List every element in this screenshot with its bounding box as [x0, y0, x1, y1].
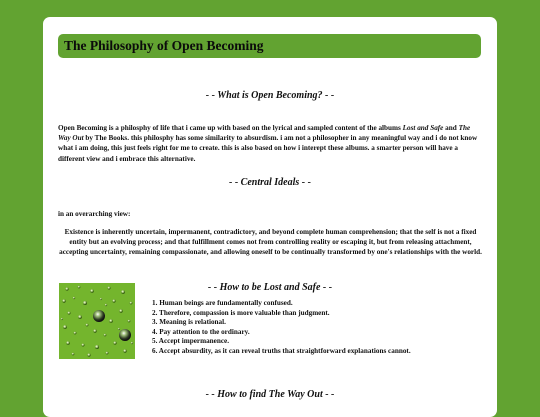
list-item: 1. Human beings are fundamentally confused.	[152, 299, 293, 307]
content-card	[43, 17, 497, 417]
list-item: 6. Accept absurdity, as it can reveal truths that straightforward explanations cannot.	[152, 346, 411, 355]
what-heading: - - What is Open Becoming? - -	[205, 90, 335, 101]
water-droplets-image	[59, 283, 135, 359]
list-item: 2. Therefore, compassion is more valuable than judgment.	[152, 308, 330, 317]
album-lost-and-safe: Lost and Safe	[402, 124, 444, 132]
what-paragraph	[58, 123, 483, 164]
album-the-way-out: The Way Out	[58, 124, 471, 143]
ideals-intro: in an overarching view:	[58, 210, 131, 218]
lost-safe-list	[152, 299, 482, 357]
page-title: The Philosophy of Open Becoming	[58, 34, 481, 58]
droplets-icon	[59, 283, 135, 359]
lost-safe-heading: - - How to be Lost and Safe - -	[207, 282, 333, 293]
way-out-heading: - - How to find The Way Out - -	[205, 389, 335, 400]
list-item: 5. Accept impermanence.	[152, 337, 230, 346]
ideals-paragraph: Existence is inherently uncertain, impermanent, contradictory, and beyond complete human comprehension; that the self is not a fixed entity but an evolving process; and that fulfillment comes not from controlling reality or escaping it, but from releasing attachment, accepting uncertainty, remaining compassionate, and allowing oneself to be continually transformed by one's relationships with the world.	[59, 228, 482, 257]
list-item: 4. Pay attention to the ordinary.	[152, 327, 250, 336]
list-item: 3. Meaning is relational.	[152, 318, 226, 327]
ideals-heading: - - Central Ideals - -	[229, 177, 311, 188]
what-text-3: by The Books. this philosphy has some similarity to absurdism. i am not a philosopher in any meaningful way and i do not know what i am doing, this just feels right for me to create. this is also based on how i interept these albums. a smarter person will have a different view and i embrace this alternative.	[58, 134, 478, 163]
what-text-2: and	[443, 124, 459, 132]
what-text-1: Open Becoming is a philosphy of life that i came up with based on the lyrical and sampled content of the albums	[58, 124, 403, 132]
